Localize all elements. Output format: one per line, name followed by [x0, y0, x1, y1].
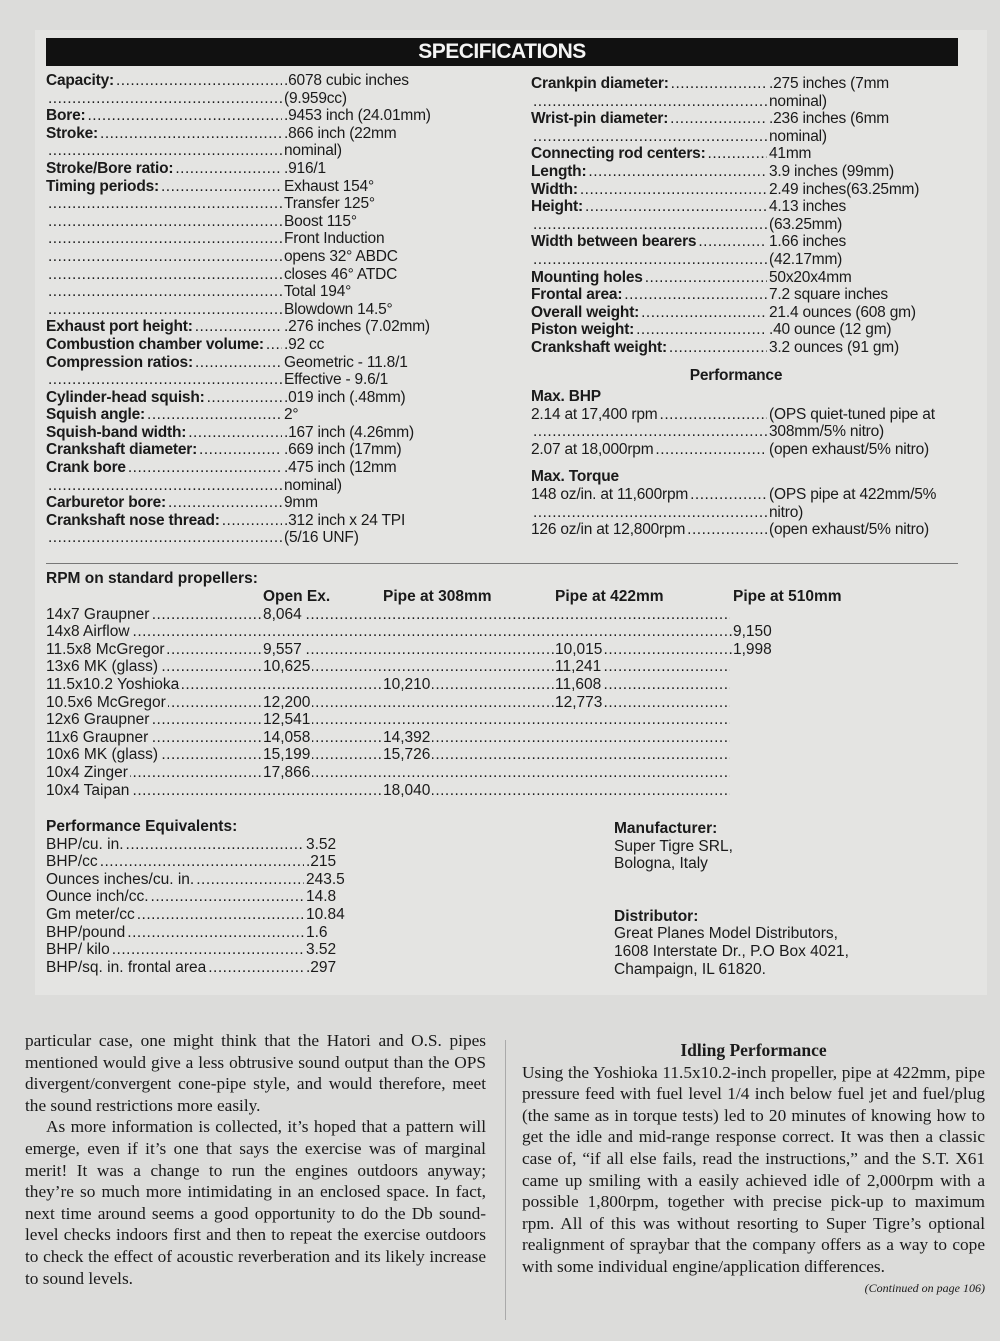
propeller-name: 10.5x6 McGregor [46, 693, 166, 711]
spec-row [46, 354, 486, 372]
rpm-row [46, 694, 946, 712]
left-spec-column [46, 72, 486, 547]
manufacturer-line: Super Tigre SRL, [614, 837, 733, 855]
equivalent-row [46, 853, 346, 871]
spec-label: Height: [531, 198, 583, 216]
rpm-row [46, 711, 946, 729]
spec-row [46, 336, 486, 354]
equivalent-label: BHP/ kilo [46, 941, 110, 959]
spec-value: 1.66 inches [769, 233, 847, 251]
spec-row [46, 248, 486, 266]
right-spec-column [531, 75, 941, 539]
spec-row [531, 406, 941, 424]
equivalent-value: 1.6 [306, 923, 328, 941]
spec-row [531, 441, 941, 459]
dot-leader [46, 623, 732, 641]
spec-value: (open exhaust/5% nitro) [769, 521, 929, 539]
rpm-value: 15,726 [383, 746, 431, 764]
dot-leader [588, 163, 767, 181]
dot-leader [48, 195, 282, 213]
equivalent-value: .215 [306, 853, 337, 871]
spec-row [531, 163, 941, 181]
equivalent-row [46, 836, 346, 854]
rpm-value: 9,150 [733, 623, 772, 641]
dot-leader [533, 93, 767, 111]
spec-value: opens 32° ABDC [284, 247, 398, 265]
dot-leader [168, 494, 282, 512]
spec-value: (42.17mm) [769, 250, 843, 268]
spec-value: nominal) [284, 476, 342, 494]
spec-label: Cylinder-head squish: [46, 388, 205, 406]
dot-leader [533, 251, 767, 269]
spec-row [46, 283, 486, 301]
spec-label: Mounting holes [531, 268, 643, 286]
spec-row [531, 521, 941, 539]
spec-value: .276 inches (7.02mm) [284, 318, 430, 336]
spec-value: nominal) [769, 127, 827, 145]
spec-row [46, 107, 486, 125]
distributor-line: Champaign, IL 61820. [614, 960, 766, 978]
rpm-col-header: Pipe at 422mm [555, 587, 664, 605]
rpm-header-row [46, 588, 946, 606]
spec-value: .475 inch (12mm [284, 459, 397, 477]
spec-row [46, 441, 486, 459]
dot-leader [100, 853, 304, 871]
propeller-name: 13x6 MK (glass) [46, 658, 158, 676]
propeller-name: 11.5x10.2 Yoshioka [46, 675, 180, 693]
spec-value: nominal) [284, 142, 342, 160]
rpm-table [46, 570, 946, 799]
continued-note: (Continued on page 106) [864, 1280, 985, 1295]
equivalent-value: 3.52 [306, 941, 337, 959]
spec-value: 9mm [284, 494, 318, 512]
propeller-name: 12x6 Graupner [46, 711, 150, 729]
spec-value: .866 inch (22mm [284, 124, 397, 142]
spec-row [46, 178, 486, 196]
spec-value: 3.2 ounces (91 gm) [769, 338, 899, 356]
rpm-value: 12,541 [263, 711, 311, 729]
spec-label: Stroke: [46, 124, 99, 142]
equivalent-label: BHP/sq. in. frontal area [46, 958, 207, 976]
dot-leader [48, 477, 282, 495]
spec-label: Stroke/Bore ratio: [46, 159, 174, 177]
article-paragraph: Using the Yoshioka 11.5x10.2-inch propeller, pipe at 422mm, pipe pressure feed with fuel level 1/4 inch below fuel jet and fuel/plug (the same as in torque tests) led to 20 minutes of knowing how to get the idle and mid-range response correct. It was then a classic case of, “if all else fails, read the instructions,” and the S.T. X61 came up smiling with a easily achieved idle of 2,000rpm with a possible 1,800rpm, together with precise pick-up to maximum rpm. All of this was without resorting to Super Tigre’s optional realignment of spraybar that the company offers as a way to cope with some individual engine/application differences. [522, 1062, 985, 1276]
manufacturer-line: Bologna, Italy [614, 855, 708, 873]
dot-leader [660, 406, 767, 424]
spec-row [46, 230, 486, 248]
dot-leader [671, 75, 767, 93]
rpm-value: 11,241 [555, 658, 602, 676]
spec-value: Effective - 9.6/1 [284, 371, 389, 389]
rpm-value: 10,625 [263, 658, 311, 676]
equivalent-value: 243.5 [306, 870, 345, 888]
rpm-row [46, 641, 946, 659]
dot-leader [48, 529, 282, 547]
spec-row [46, 406, 486, 424]
equivalent-label: Ounces inches/cu. in. [46, 870, 195, 888]
spec-value: (63.25mm) [769, 215, 843, 233]
rpm-heading: RPM on standard propellers: [46, 570, 258, 587]
rpm-value: 14,058 [263, 728, 311, 746]
spec-value: (OPS pipe at 422mm/5% [769, 486, 937, 504]
article-left-column [25, 1030, 486, 1289]
spec-value: (5/16 UNF) [284, 529, 359, 547]
dot-leader [222, 512, 282, 530]
equivalent-label: BHP/pound [46, 923, 126, 941]
spec-label: Compression ratios: [46, 353, 193, 371]
propeller-name: 14x8 Airflow [46, 623, 130, 641]
dot-leader [690, 486, 767, 504]
spec-label: 126 oz/in at 12,800rpm [531, 521, 686, 539]
spec-value: .019 inch (.48mm) [284, 388, 406, 406]
spec-label: 2.07 at 18,000rpm [531, 440, 654, 458]
article-paragraph: As more information is collected, it’s hoped that a pattern will emerge, even if it’s one that says the exercise was of marginal merit! It was a change to run the engines outdoors anyway; they’re so much more intimidating in an enclosed space. In fact, next time around seems a good opportunity to do the Db sound-level checks indoors first and then to repeat the exercise outdoors to check the effect of acoustic reverberation and its likely increase to sound levels. [25, 1117, 486, 1288]
propeller-name: 10x4 Zinger [46, 763, 128, 781]
rpm-col-header: Open Ex. [263, 587, 331, 605]
distributor-heading: Distributor: [614, 907, 699, 925]
spec-row [531, 504, 941, 522]
equivalent-row [46, 871, 346, 889]
dot-leader [655, 441, 767, 459]
spec-row [531, 286, 941, 304]
spec-row [46, 142, 486, 160]
spec-value: Front Induction [284, 230, 385, 248]
dot-leader [147, 406, 282, 424]
dot-leader [87, 107, 282, 125]
equivalent-row [46, 959, 346, 977]
propeller-name: 10x6 MK (glass) [46, 746, 158, 764]
spec-row [46, 494, 486, 512]
spec-label: Overall weight: [531, 303, 640, 321]
spec-value: 7.2 square inches [769, 286, 888, 304]
equivalent-label: BHP/cc [46, 853, 98, 871]
spec-row [46, 72, 486, 90]
spec-row [46, 512, 486, 530]
spec-value: 2.49 inches(63.25mm) [769, 180, 920, 198]
dot-leader [188, 424, 282, 442]
spec-label: Frontal area: [531, 286, 623, 304]
spec-row [531, 339, 941, 357]
equivalent-row [46, 888, 346, 906]
spec-value: .92 cc [284, 335, 325, 353]
rpm-value: 18,040 [383, 781, 431, 799]
equivalent-row [46, 924, 346, 942]
rpm-value: 10,015 [555, 640, 603, 658]
rpm-value: 11,608 [555, 675, 602, 693]
rpm-col-header: Pipe at 308mm [383, 587, 492, 605]
spec-value: (9.959cc) [284, 89, 347, 107]
spec-label: 148 oz/in. at 11,600rpm [531, 486, 689, 504]
dot-leader [641, 304, 767, 322]
rpm-value: 12,200 [263, 693, 311, 711]
spec-label: Wrist-pin diameter: [531, 110, 669, 128]
spec-value: .167 inch (4.26mm) [284, 423, 414, 441]
rpm-row [46, 658, 946, 676]
spec-row [46, 213, 486, 231]
dot-leader [48, 248, 282, 266]
dot-leader [580, 181, 767, 199]
spec-value: (open exhaust/5% nitro) [769, 440, 929, 458]
equivalent-label: Ounce inch/cc. [46, 888, 149, 906]
propeller-name: 11.5x8 McGregor [46, 640, 165, 658]
spec-row [46, 301, 486, 319]
dot-leader [669, 339, 767, 357]
dot-leader [207, 389, 282, 407]
distributor-line: Great Planes Model Distributors, [614, 925, 838, 943]
performance-equivalents [46, 818, 346, 976]
dot-leader [127, 924, 304, 942]
spec-label: Piston weight: [531, 321, 635, 339]
spec-row [531, 233, 941, 251]
spec-value: Transfer 125° [284, 195, 375, 213]
spec-label: Crankshaft diameter: [46, 441, 198, 459]
spec-row [46, 195, 486, 213]
spec-value: 3.9 inches (99mm) [769, 162, 894, 180]
spec-row [46, 529, 486, 547]
spec-value: Blowdown 14.5° [284, 300, 393, 318]
idling-performance-heading: Idling Performance [680, 1040, 827, 1060]
spec-value: .6078 cubic inches [284, 72, 409, 89]
equivalent-value: 10.84 [306, 905, 345, 923]
dot-leader [645, 269, 767, 287]
spec-label: Squish angle: [46, 406, 146, 424]
dot-leader [195, 318, 282, 336]
spec-row [46, 266, 486, 284]
spec-value: .916/1 [284, 159, 326, 177]
propeller-name: 14x7 Graupner [46, 605, 150, 623]
spec-row [531, 251, 941, 269]
spec-value: .40 ounce (12 gm) [769, 321, 892, 339]
dot-leader [636, 321, 767, 339]
dot-leader [116, 72, 282, 90]
dot-leader [100, 125, 282, 143]
spec-label: Crankshaft weight: [531, 338, 667, 356]
spec-row [531, 128, 941, 146]
dot-leader [48, 90, 282, 108]
spec-row [531, 198, 941, 216]
equivalent-value: 3.52 [306, 835, 337, 853]
spec-row [46, 125, 486, 143]
equivalent-row [46, 941, 346, 959]
spec-value: 41mm [769, 145, 812, 163]
rpm-row [46, 764, 946, 782]
dot-leader [533, 128, 767, 146]
dot-leader [48, 371, 282, 389]
dot-leader [48, 213, 282, 231]
rpm-row [46, 676, 946, 694]
spec-label: Width between bearers [531, 233, 697, 251]
spec-value: .275 inches (7mm [769, 75, 889, 92]
max-torque-heading: Max. Torque [531, 468, 619, 486]
rpm-row [46, 606, 946, 624]
column-rule [505, 1040, 506, 1320]
dot-leader [161, 178, 282, 196]
rpm-row [46, 623, 946, 641]
spec-row [531, 93, 941, 111]
spec-label: Carburetor bore: [46, 494, 166, 512]
spec-label: 2.14 at 17,400 rpm [531, 405, 658, 423]
dot-leader [708, 145, 767, 163]
spec-value: .312 inch x 24 TPI [284, 511, 406, 529]
spec-row [531, 321, 941, 339]
performance-heading: Performance [689, 366, 783, 384]
dot-leader [46, 764, 730, 782]
spec-row [46, 477, 486, 495]
equivalent-label: BHP/cu. in. [46, 835, 124, 853]
propeller-name: 10x4 Taipan [46, 781, 130, 799]
spec-row [531, 486, 941, 504]
spec-value: 50x20x4mm [769, 268, 852, 286]
spec-value: 4.13 inches [769, 198, 847, 216]
spec-label: Crankpin diameter: [531, 75, 669, 92]
spec-value: Total 194° [284, 283, 352, 301]
dot-leader [266, 336, 282, 354]
spec-label: Exhaust port height: [46, 318, 193, 336]
rpm-col-header: Pipe at 510mm [733, 587, 842, 605]
dot-leader [126, 836, 304, 854]
dot-leader [195, 354, 282, 372]
manufacturer-block [614, 820, 914, 978]
manufacturer-heading: Manufacturer: [614, 820, 718, 837]
dot-leader [137, 906, 304, 924]
dot-leader [199, 441, 282, 459]
spec-label: Combustion chamber volume: [46, 335, 264, 353]
rpm-row [46, 782, 946, 800]
dot-leader [670, 110, 767, 128]
spec-row [46, 389, 486, 407]
equivalent-label: Gm meter/cc [46, 905, 135, 923]
spec-label: Length: [531, 162, 587, 180]
dot-leader [698, 233, 767, 251]
equivalents-heading: Performance Equivalents: [46, 818, 238, 835]
max-bhp-heading: Max. BHP [531, 388, 601, 406]
distributor-line: 1608 Interstate Dr., P.O Box 4021, [614, 942, 849, 960]
spec-row [46, 318, 486, 336]
spec-row [531, 216, 941, 234]
spec-row [46, 160, 486, 178]
spec-row [46, 424, 486, 442]
rpm-value: 15,199 [263, 746, 311, 764]
spec-value: .9453 inch (24.01mm) [284, 107, 431, 125]
spec-value: Boost 115° [284, 212, 357, 230]
spec-value: closes 46° ATDC [284, 265, 398, 283]
spec-label: Width: [531, 180, 578, 198]
spec-label: Crank bore [46, 459, 126, 477]
rpm-row [46, 729, 946, 747]
spec-row [531, 304, 941, 322]
spec-label: Bore: [46, 107, 86, 125]
dot-leader [208, 959, 304, 977]
dot-leader [48, 142, 282, 160]
spec-value: nominal) [769, 92, 827, 110]
equivalent-row [46, 906, 346, 924]
rpm-value: 8,064 [263, 605, 302, 623]
dot-leader [687, 521, 767, 539]
dot-leader [585, 198, 767, 216]
spec-label: Capacity: [46, 72, 114, 89]
dot-leader [624, 286, 767, 304]
dot-leader [175, 160, 282, 178]
spec-value: 308mm/5% nitro) [769, 423, 885, 441]
spec-value: .236 inches (6mm [769, 110, 889, 128]
spec-value: (OPS quiet-tuned pipe at [769, 405, 935, 423]
equivalent-value: 14.8 [306, 888, 337, 906]
spec-row [531, 75, 941, 93]
spec-label: Crankshaft nose thread: [46, 511, 220, 529]
dot-leader [533, 216, 767, 234]
dot-leader [128, 459, 282, 477]
spec-value: 2° [284, 406, 299, 424]
spec-row [46, 371, 486, 389]
rpm-value: 14,392 [383, 728, 431, 746]
spec-row [531, 269, 941, 287]
dot-leader [48, 266, 282, 284]
rpm-row [46, 746, 946, 764]
spec-label: Squish-band width: [46, 423, 187, 441]
spec-row [46, 90, 486, 108]
spec-value: 21.4 ounces (608 gm) [769, 303, 916, 321]
specifications-title: SPECIFICATIONS [46, 38, 958, 66]
spec-row [46, 459, 486, 477]
dot-leader [112, 941, 304, 959]
spec-row [531, 181, 941, 199]
dot-leader [151, 888, 304, 906]
spec-value: Exhaust 154° [284, 177, 374, 195]
rpm-value: 10,210 [383, 675, 431, 693]
dot-leader [48, 301, 282, 319]
propeller-name: 11x6 Graupner [46, 728, 149, 746]
rpm-value: 1,998 [733, 640, 772, 658]
spec-label: Timing periods: [46, 177, 159, 195]
spec-value: .669 inch (17mm) [284, 441, 402, 459]
rpm-value: 12,773 [555, 693, 603, 711]
dot-leader [196, 871, 304, 889]
spec-row [531, 423, 941, 441]
spec-row [531, 110, 941, 128]
section-divider [46, 563, 958, 564]
dot-leader [48, 230, 282, 248]
dot-leader [48, 283, 282, 301]
dot-leader [533, 423, 767, 441]
spec-label: Connecting rod centers: [531, 145, 706, 163]
rpm-value: 17,866 [263, 763, 311, 781]
article-right-column [522, 1034, 985, 1299]
rpm-value: 9,557 [263, 640, 302, 658]
spec-row [531, 145, 941, 163]
spec-value: Geometric - 11.8/1 [284, 353, 408, 371]
spec-value: nitro) [769, 503, 804, 521]
article-paragraph: particular case, one might think that the Hatori and O.S. pipes mentioned would give a less obtrusive sound output than the OPS divergent/convergent cone-pipe style, and would therefore, meet the sound restrictions more easily. [25, 1031, 486, 1115]
dot-leader [533, 504, 767, 522]
equivalent-value: .297 [306, 958, 337, 976]
